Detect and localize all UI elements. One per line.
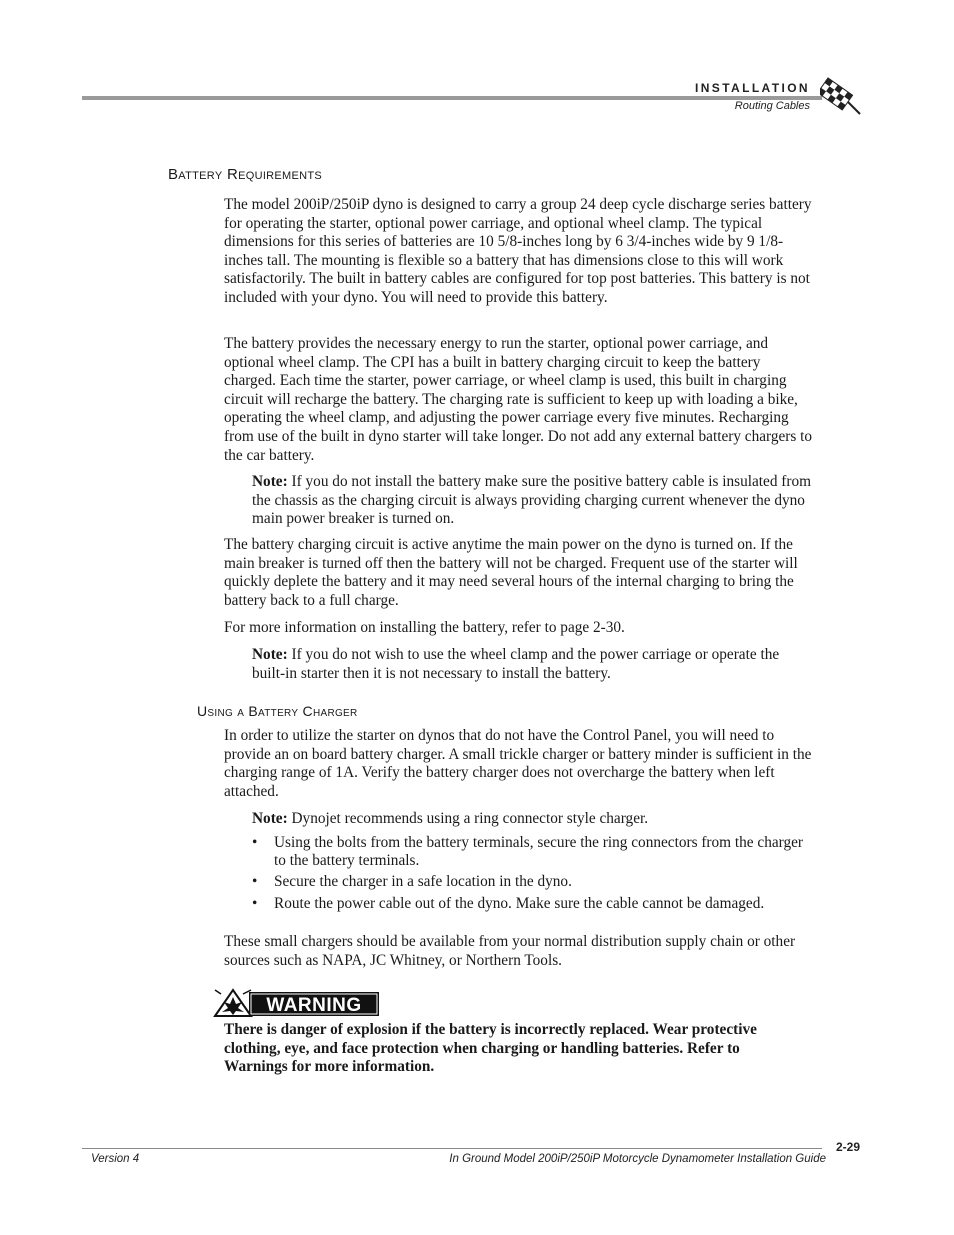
note-label: Note: — [252, 810, 288, 827]
paragraph: The model 200iP/250iP dyno is designed to carry a group 24 deep cycle discharge series battery for operating the starter, optional power carriage, and optional wheel clamp. The typical dimensions for this series of batteries are 10 5/8-inches long by 6 3/4-inches wide by 9 1/8-inches tall. The mounting is flexible so a battery that has dimensions close to this will work satisfactorily. The built in battery cables are configured for top post batteries. This battery is not included with your dyno. You will need to provide this battery. — [224, 196, 812, 306]
footer-guide-title: In Ground Model 200iP/250iP Motorcycle Dynamometer Installation Guide — [449, 1153, 826, 1165]
warning-text: There is danger of explosion if the battery is incorrectly replaced. Wear protective clothing, eye, and face protection when charging or handling batteries. Refer to Warnings for more information. — [224, 1021, 757, 1076]
list-item-text: Secure the charger in a safe location in the dyno. — [274, 873, 572, 891]
paragraph: In order to utilize the starter on dynos that do not have the Control Panel, you will need to provide an on board battery charger. A small trickle charger or battery minder is sufficient in the charging range of 1A. Verify the battery charger does not overcharge the battery when left attached. — [224, 727, 812, 800]
header-subtitle: Routing Cables — [734, 100, 810, 112]
warning-label: WARNING — [266, 995, 362, 1016]
note-text: Dynojet recommends using a ring connector style charger. — [287, 810, 649, 827]
paragraph: The battery provides the necessary energy to run the starter, optional power carriage, and optional wheel clamp. The CPI has a built in battery charging circuit to keep the battery charged. Each time the starter, power carriage, or wheel clamp is used, this built in charging circuit will recharge the battery. The charging rate is sufficient to keep up with loading a bike, operating the wheel clamp, and adjusting the power carriage every five minutes. Recharging from use of the built in dyno starter will take longer. Do not add any external battery chargers to the car battery. — [224, 335, 813, 464]
note — [252, 646, 812, 683]
list-item: • Secure the charger in a safe location in the dyno. — [252, 873, 572, 891]
paragraph: The battery charging circuit is active anytime the main power on the dyno is turned on. If the main breaker is turned off then the battery will not be charged. Frequent use of the starter will quickly deplete the battery and it may need several hours of the internal charging to bring the battery back to a full charge. — [224, 536, 798, 609]
header-rule — [82, 96, 822, 100]
list-item: • Route the power cable out of the dyno. Make sure the cable cannot be damaged. — [252, 894, 765, 912]
note-label: Note: — [252, 646, 288, 663]
list-item-text: Using the bolts from the battery terminals, secure the ring connectors from the charger to the battery terminals. — [274, 834, 803, 869]
section-heading: Battery Requirements — [168, 166, 323, 183]
explosion-warning-icon — [215, 990, 251, 1016]
bullet-list — [252, 834, 812, 916]
page-number: 2-29 — [836, 1140, 861, 1154]
subsection-heading: Using a Battery Charger — [197, 703, 358, 719]
footer-rule — [82, 1148, 822, 1149]
note — [252, 810, 812, 829]
list-item: • Using the bolts from the battery terminals, secure the ring connectors from the charger to the battery terminals. — [252, 834, 803, 869]
paragraph: These small chargers should be available from your normal distribution supply chain or other sources such as NAPA, JC Whitney, or Northern Tools. — [224, 933, 796, 969]
header-title: INSTALLATION — [694, 81, 810, 95]
list-item-text: Route the power cable out of the dyno. Make sure the cable cannot be damaged. — [274, 894, 765, 912]
note — [252, 473, 812, 529]
paragraph: For more information on installing the battery, refer to page 2-30. — [224, 619, 625, 636]
note-text: If you do not install the battery make sure the positive battery cable is insulated from the chassis as the charging circuit is always providing charging current whenever the dyno main power breaker is turned on. — [252, 473, 812, 528]
note-text: If you do not wish to use the wheel clamp and the power carriage or operate the built-in starter then it is not necessary to install the battery. — [252, 646, 780, 682]
warning-banner — [213, 988, 381, 1018]
note-label: Note: — [252, 473, 288, 490]
checkered-flag-icon — [820, 76, 866, 116]
footer-version: Version 4 — [91, 1153, 140, 1165]
